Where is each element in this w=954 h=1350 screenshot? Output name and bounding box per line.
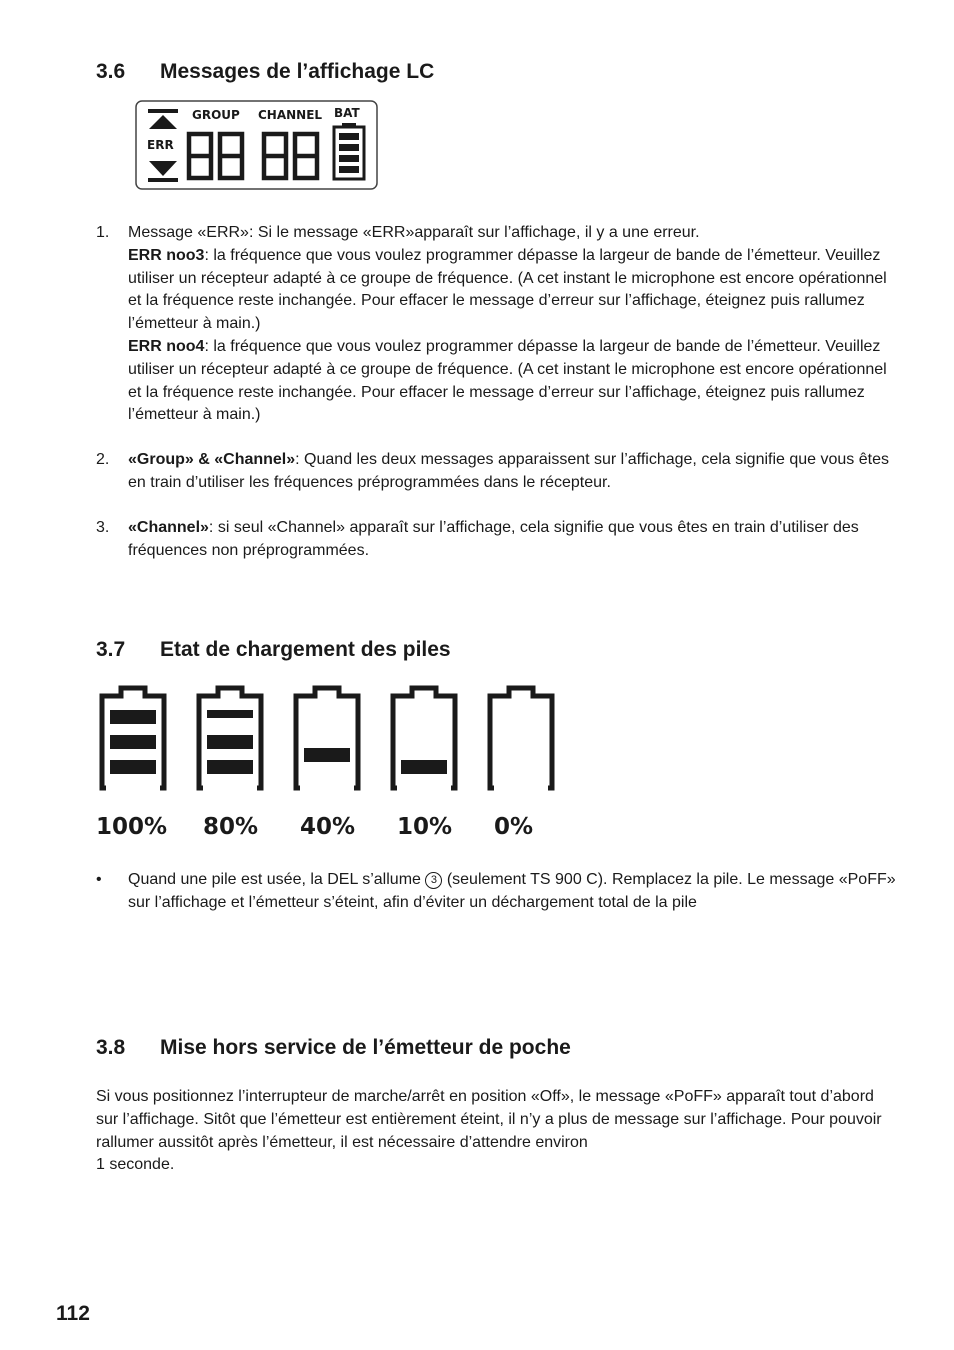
lcd-display-illustration bbox=[134, 99, 380, 192]
bullet: • bbox=[96, 871, 102, 888]
list-item-1 bbox=[128, 222, 898, 427]
lcd-err-label: ERR bbox=[147, 138, 174, 152]
err-noo4-paragraph: ERR noo4: la fréquence que vous voulez programmer dépasse la largeur de bande de l’émetteur. Veuillez utiliser un récepteur adapté à ce groupe de fréquence. (A cet instant le microphone est encore opérationnel et la fréquence reste inchangée. Pour effacer le message d’erreur sur l’affichage, éteignez puis rallumez l’émetteur à main.) bbox=[128, 337, 887, 424]
err-message-line: Message «ERR»: Si le message «ERR»apparaît sur l’affichage, il y a une erreur. bbox=[128, 224, 700, 241]
list-number-2: 2. bbox=[96, 451, 110, 468]
page-number: 112 bbox=[56, 1302, 90, 1325]
err-noo3-paragraph: ERR noo3: la fréquence que vous voulez programmer dépasse la largeur de bande de l’émetteur. Veuillez utiliser un récepteur adapté à ce groupe de fréquence. (A cet instant le microphone est encore opérationnel et la fréquence reste inchangée. Pour effacer le message d’erreur sur l’affichage, éteignez puis rallumez l’émetteur à main.) bbox=[128, 246, 887, 333]
battery-icon bbox=[199, 688, 261, 788]
battery-icon bbox=[102, 688, 164, 788]
section-title: Messages de l’affichage LC bbox=[160, 60, 435, 83]
battery-levels-illustration bbox=[92, 676, 562, 846]
section-title: Etat de chargement des piles bbox=[160, 638, 451, 661]
battery-percent-label: 40% bbox=[300, 814, 356, 840]
channel-label: «Channel» bbox=[128, 519, 209, 536]
lcd-channel-label: CHANNEL bbox=[258, 108, 323, 122]
battery-level-bar bbox=[207, 710, 253, 718]
power-off-paragraph: Si vous positionnez l’interrupteur de marche/arrêt en position «Off», le message «PoFF» apparaît tout d’abord sur l’affichage. Sitôt que l’émetteur est entièrement éteint, il n’y a plus de message sur l’affichage. Pour pouvoir rallumer aussitôt après l’émetteur, il est nécessaire d’attendre environ 1 seconde. bbox=[96, 1088, 882, 1174]
battery-level-bar bbox=[207, 760, 253, 774]
lcd-bat-label: BAT bbox=[334, 106, 360, 120]
led-reference-number: 3 bbox=[425, 872, 442, 889]
battery-percent-label: 0% bbox=[494, 814, 534, 840]
heading-3-7 bbox=[96, 638, 451, 662]
battery-level-bar bbox=[110, 735, 156, 749]
section-title: Mise hors service de l’émetteur de poche bbox=[160, 1036, 571, 1059]
list-number-1: 1. bbox=[96, 224, 110, 241]
section-number: 3.7 bbox=[96, 638, 126, 661]
battery-level-bar bbox=[304, 748, 350, 762]
battery-percent-label: 10% bbox=[397, 814, 453, 840]
list-item-2: «Group» & «Channel»: Quand les deux messages apparaissent sur l’affichage, cela signifie que vous êtes en train d’utiliser les fréquences préprogrammées dans le récepteur. bbox=[128, 451, 889, 491]
battery-level-bar bbox=[110, 760, 156, 774]
section-number: 3.6 bbox=[96, 60, 126, 83]
list-item-3: «Channel»: si seul «Channel» apparaît sur l’affichage, cela signifie que vous êtes en train d’utiliser des fréquences non préprogrammées. bbox=[128, 519, 859, 559]
lcd-group-label: GROUP bbox=[192, 108, 240, 122]
battery-level-bar bbox=[110, 710, 156, 724]
battery-percent-label: 80% bbox=[203, 814, 259, 840]
heading-3-8 bbox=[96, 1036, 571, 1060]
group-channel-label: «Group» & «Channel» bbox=[128, 451, 296, 468]
list-number-3: 3. bbox=[96, 519, 110, 536]
heading-3-6 bbox=[96, 60, 434, 84]
battery-percent-label: 100% bbox=[96, 814, 168, 840]
battery-icon bbox=[296, 688, 358, 788]
section-number: 3.8 bbox=[96, 1036, 126, 1059]
battery-icon bbox=[490, 688, 552, 788]
battery-level-bar bbox=[401, 760, 447, 774]
err-noo3-label: ERR noo3 bbox=[128, 246, 205, 264]
battery-icon bbox=[393, 688, 455, 788]
battery-note: Quand une pile est usée, la DEL s’allume 3 (seulement TS 900 C). Remplacez la pile. Le message «PoFF» sur l’affichage et l’émetteur s’éteint, afin d’éviter un déchargement total de la pile bbox=[128, 871, 896, 911]
err-noo4-label: ERR noo4 bbox=[128, 337, 205, 355]
battery-level-bar bbox=[207, 735, 253, 749]
